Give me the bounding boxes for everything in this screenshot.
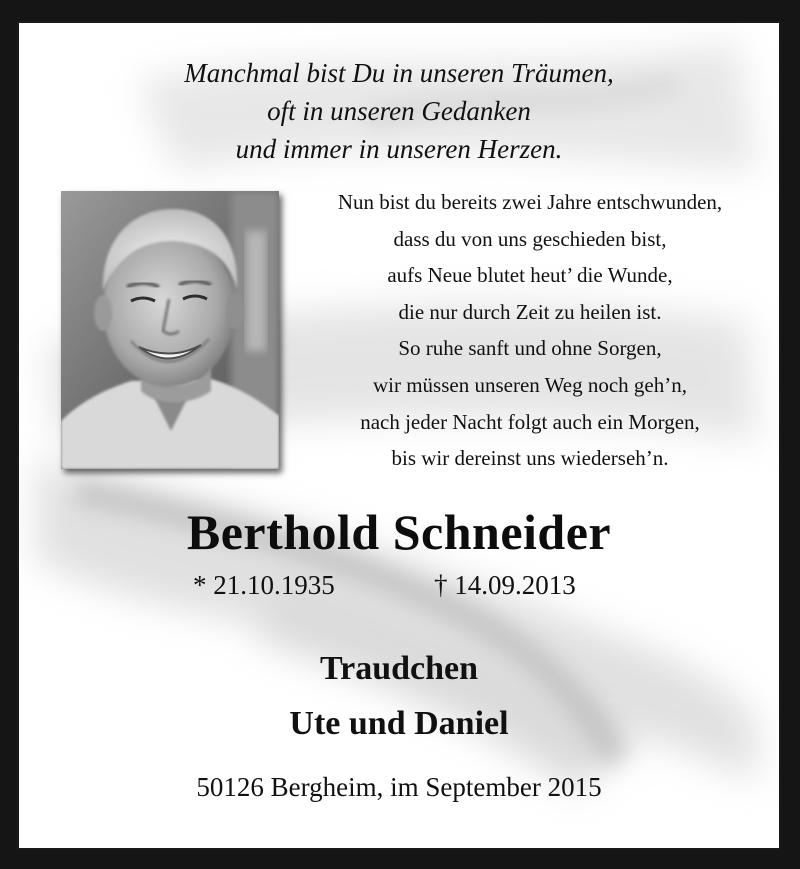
poem-line: So ruhe sanft und ohne Sorgen, (398, 336, 662, 361)
mourner-name: Ute und Daniel (289, 705, 509, 742)
poem-line: bis wir dereinst uns wiederseh’n. (391, 446, 669, 471)
mourners (17, 641, 781, 751)
poem-line: dass du von uns geschieden bist, (393, 226, 667, 251)
obituary-notice (17, 21, 781, 850)
poem (287, 184, 773, 477)
poem-line: Nun bist du bereits zwei Jahre entschwunden, (337, 190, 723, 214)
motto-line: oft in unseren Gedanken (267, 96, 531, 126)
motto-line: und immer in unseren Herzen. (235, 134, 563, 164)
place-and-date: 50126 Bergheim, im September 2015 (196, 772, 602, 802)
motto-verse (17, 54, 781, 168)
notice-content (17, 21, 781, 850)
deceased-name: Berthold Schneider (186, 504, 612, 560)
death-date: † 14.09.2013 (434, 570, 576, 600)
life-dates (17, 567, 781, 603)
motto-line: Manchmal bist Du in unseren Träumen, (184, 58, 614, 88)
birth-date: * 21.10.1935 (193, 570, 335, 600)
poem-line: wir müssen unseren Weg noch geh’n, (372, 372, 687, 397)
portrait-photo (61, 191, 279, 469)
poem-line: die nur durch Zeit zu heilen ist. (398, 299, 662, 324)
mourner-name: Traudchen (319, 650, 479, 687)
poem-line: nach jeder Nacht folgt auch ein Morgen, (360, 409, 700, 434)
poem-line: aufs Neue blutet heut’ die Wunde, (387, 263, 673, 288)
